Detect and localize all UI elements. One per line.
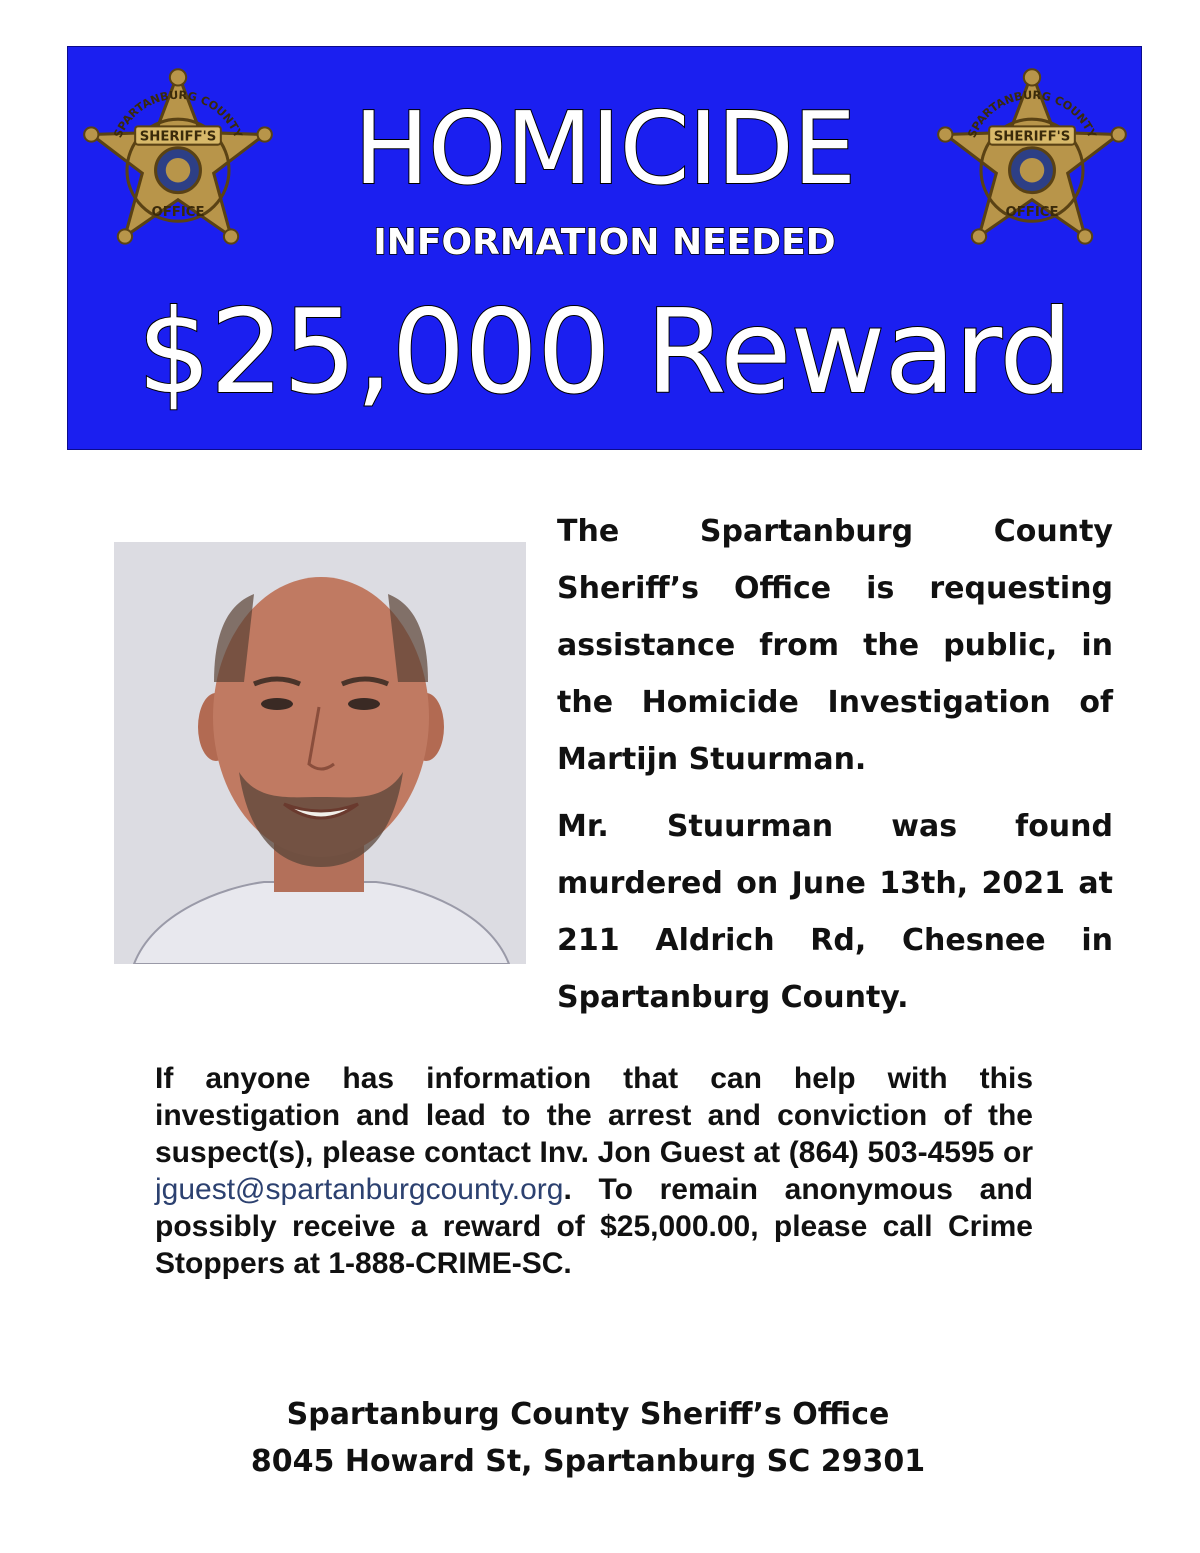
contact-text-end: . To remain anonymous and possibly receive a reward of $25,000.00, please call Crime Stoppers at 1-888-CRIME-SC. xyxy=(155,1173,1033,1280)
intro-paragraph-2: Mr. Stuurman was found murdered on June 13th, 2021 at 211 Aldrich Rd, Chesnee in Spartanburg County. xyxy=(557,809,1113,1015)
contact-text-start: If anyone has information that can help with this investigation and lead to the arrest and conviction of the suspect(s), please contact Inv. Jon Guest at (864) 503-4595 or xyxy=(155,1062,1033,1169)
badge-top-text: SPARTANBURG COUNTY xyxy=(111,88,245,140)
intro-paragraph-1: The Spartanburg County Sheriff’s Office is requesting assistance from the public, in the Homicide Investigation of Martijn Stuurman. xyxy=(557,514,1113,777)
contact-paragraph xyxy=(155,1060,1033,1282)
contact-email-link[interactable]: jguest@spartanburgcounty.org xyxy=(155,1173,564,1206)
badge-top-text: SPARTANBURG COUNTY xyxy=(965,88,1099,140)
intro-text xyxy=(557,503,1113,1036)
banner-subtitle: INFORMATION NEEDED xyxy=(373,222,836,263)
banner-reward: $25,000 Reward xyxy=(137,285,1072,420)
banner-title: HOMICIDE xyxy=(353,90,856,207)
footer-office-name: Spartanburg County Sheriff’s Office xyxy=(286,1397,890,1432)
badge-bottom-text: OFFICE xyxy=(151,205,205,221)
reward-banner xyxy=(67,46,1142,450)
victim-photo xyxy=(114,542,526,964)
badge-middle-text: SHERIFF'S xyxy=(993,129,1071,145)
badge-bottom-text: OFFICE xyxy=(1005,205,1059,221)
footer-office-address: 8045 Howard St, Spartanburg SC 29301 xyxy=(250,1444,926,1479)
badge-middle-text: SHERIFF'S xyxy=(139,129,217,145)
sheriff-badge-icon xyxy=(930,63,1134,257)
